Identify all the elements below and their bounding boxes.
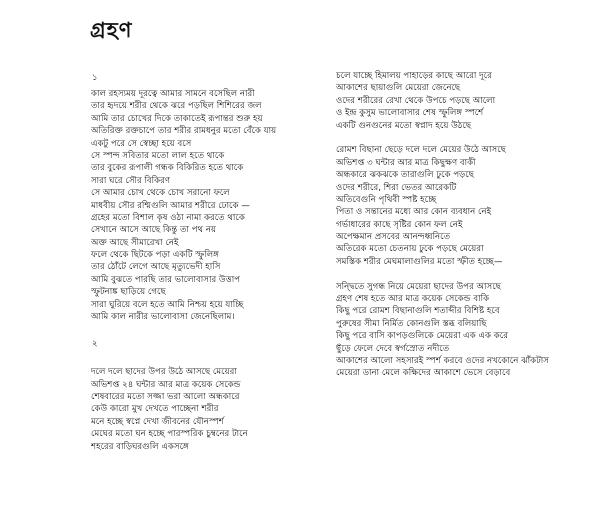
poem-line: আকাশের ছায়াগুলি মেয়েরা জেনেছে: [336, 83, 461, 94]
poem-line: আকাশের আলো সহসারই স্পর্শ করবে ওদের নখকোনে ঝাঁকটাস: [336, 355, 549, 366]
poem-line: শেষবারের মতো সজ্জা ভরা আলো অন্ধকারে: [91, 391, 240, 402]
poem-line: আমি কাল নারীর ভালোবাসা জেনেছিলাম।: [91, 312, 235, 323]
section-2-text: [91, 366, 321, 453]
poem-line: ও ইন্দ্র কুসুম ভালোবাসার শেষ স্ফুলিঙ্গ স্পর্শে: [336, 108, 484, 119]
poem-line: অতিরেক মতো চেতনায় ঢুকে পড়ছে মেয়েরা: [336, 244, 484, 255]
poem-line: অতিবেগুনি পৃথিবী স্পষ্ট হচ্ছে: [336, 194, 437, 205]
right-stanza-1: [336, 70, 576, 132]
poem-line: একটু পরে সে স্বেচ্ছা হয়ে বসে: [91, 138, 192, 149]
right-stanza-2: [336, 144, 576, 268]
poem-line: চলে যাচ্ছে হিমালয় পাহাড়ের কাছে আরো দূরে: [336, 71, 492, 81]
poem-line: অতিরিক্ত রক্তচাপে তার শরীর রামধনুর মতো বেঁকে যায়: [91, 126, 277, 137]
poem-line: আমি বুঝতে পারছি তার ভালোবাসার উত্তাপ: [91, 274, 241, 285]
poem-line: কিছু পরে বাসি কাপড়গুলিকে মেয়েরা এক এক করে: [336, 331, 508, 342]
poem-line: দলে দলে ছাদের উপর উঠে আসছে মেয়েরা: [91, 367, 237, 378]
poem-line: মেঘের মতো ঘন হচ্ছে পারস্পরিক চুম্বনের টানে: [91, 429, 248, 440]
poem-line: মেয়েরা ডানা মেলে কক্ষিদের আকাশে ভেসে বেড়াবে: [336, 368, 511, 379]
poem-line: তার বুকের রূপালী গন্ধক বিকিরিত হতে থাকে: [91, 163, 244, 174]
poem-line: একটি গুনগুনের মতো স্বপ্নাদ হয়ে উঠছে: [336, 120, 472, 131]
poem-line: সমস্তিক শরীর মেঘমালাগুলির মতো স্ফীত হচ্ছে—: [336, 256, 503, 267]
poem-line: কিছু পরে রোমশ বিছানাগুলি শতাব্দীর বিশিষ্ট হবে: [336, 306, 500, 317]
poem-line: পিতা ও সন্তানের মধ্যে আর কোন ব্যবধান নেই: [336, 207, 492, 218]
poem-line: সে আমার চোখ থেকে চোখ সরানো ফলে: [91, 188, 230, 199]
poem-line: মনে হচ্ছে স্বপ্নে দেখা জীবনের যৌনস্পর্শ: [91, 416, 224, 427]
poem-line: তার হৃদয়ে শরীর থেকে ঝরে পড়ছিল শিশিরের জল: [91, 101, 262, 112]
poem-line: সে স্পন্দ সবিতার মতো লাল হতে থাকে: [91, 150, 225, 161]
poem-line: সারা ঘরে সৌর বিকিরণ: [91, 175, 171, 186]
poem-line: স্ফুটনাঙ্ক ছাড়িয়ে গেছে: [91, 287, 166, 298]
poem-line: সন্দ্বিতে সুগন্ধ নিয়ে মেয়েরা ছাদের উপর আসছে: [336, 281, 501, 292]
poem-line: ছুঁড়ে ফেলে দেবে স্বর্গস্রোত নদীতে: [336, 343, 450, 354]
poem-line: ওদের শরীরে, শিরা ভেতর আরেকটি: [336, 182, 457, 193]
poem-line: গ্রহের মতো বিশাল কৃষ ওঠা নামা করতে থাকে: [91, 212, 245, 223]
poem-line: আমি তার চোখের দিকে তাকাতেই রূপান্তর শুরু হয়: [91, 113, 263, 124]
poem-line: ওদের শরীরের রেখা থেকে উপচে পড়ছে আলো: [336, 95, 496, 106]
poem-line: মাধবীয় সৌর রশ্মিগুলি আমার শরীরে ঢোকে —: [91, 200, 250, 211]
right-column: [336, 70, 576, 380]
poem-line: শহরের বাড়িঘরগুলি একসঙ্গে: [91, 441, 189, 452]
left-column: [91, 70, 321, 453]
poem-line: অন্ধকারে ঝকঝকে তারাগুলি ঢুকে পড়ছে: [336, 170, 474, 181]
poem-title: গ্রহণ: [90, 18, 133, 42]
poem-line: গর্ভাধারের কাছে সৃষ্টির কোন ফল নেই: [336, 219, 463, 230]
poem-line: অক্ত আছে সীমারেখা নেই: [91, 237, 179, 248]
poem-line: সারা ঘুরিয়ে বলে হতে আমি নিশ্চয় হয়ে যাচ্ছি: [91, 299, 244, 310]
poem-line: তার ঠোঁটে লেগে আছে মৃত্যুভেদী হাসি: [91, 262, 221, 273]
section-2-number: ২: [92, 338, 98, 349]
section-1-text: [91, 88, 321, 323]
poem-line: কাল রহস্যময় দূরত্বে আমার সামনে বসেছিল নারী: [91, 89, 255, 99]
poem-line: রোমশ বিছানা ছেড়ে দলে দলে মেয়ের উঠে আসছে: [336, 145, 506, 156]
poem-line: কেউ কারো মুখ দেখতে পাচ্ছেনা শরীর: [91, 404, 219, 415]
poem-line: অপেক্ষমান প্রসবের আনন্দধ্বনিতে: [336, 232, 451, 243]
poem-line: সেখানে আসে আছে কিন্তু তা পথ নয়: [91, 225, 217, 236]
poem-line: পুরুষের সীমা নির্মিত কোনগুলি স্তব্ধ বলিয়াছি: [336, 318, 487, 329]
poem-line: অভিশপ্ত ৩ ঘন্টার আর মাত্র কিছুক্ষণ বাকী: [336, 157, 476, 168]
right-stanza-3: [336, 281, 576, 380]
poem-line: গ্রহণ শেষ হতে আর মাত্র কয়েক সেকেন্ড বাকি: [336, 294, 490, 305]
poem-line: ফলে থেকে ছিটকে পড়া একটি স্ফুলিঙ্গ: [91, 250, 219, 261]
poem-line: অভিশপ্ত ২৪ ঘন্টার আর মাত্র কয়েক সেকেন্ড: [91, 379, 241, 390]
section-1-number: ১: [92, 73, 98, 83]
